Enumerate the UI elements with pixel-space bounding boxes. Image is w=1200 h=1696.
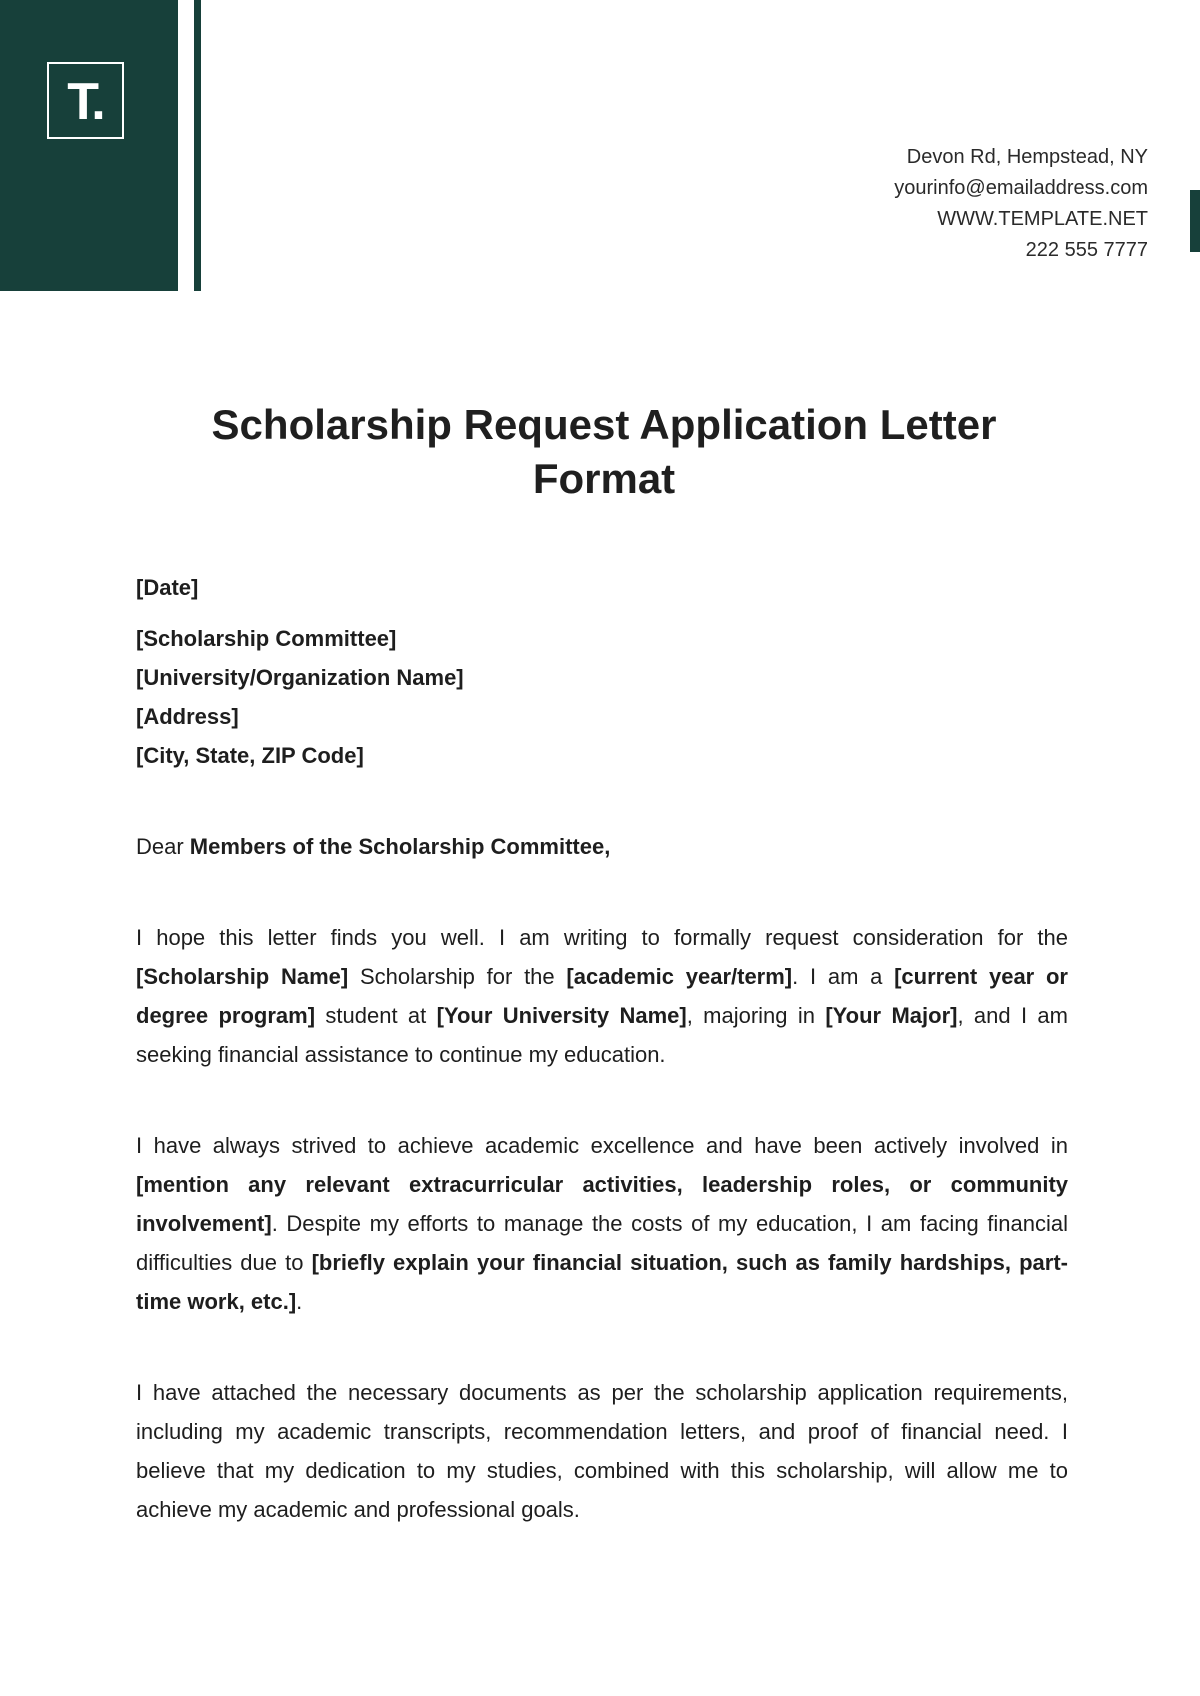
logo <box>47 62 124 139</box>
contact-info <box>894 142 1148 266</box>
salutation-name: Members of the Scholarship Committee, <box>189 834 611 859</box>
salutation-prefix: Dear <box>136 834 190 859</box>
placeholder-activities: [mention any relevant extracurricular activities, leadership roles, or community involvement] <box>136 1172 1068 1236</box>
header-color-block <box>0 0 178 291</box>
paragraph-intro <box>136 918 1068 1074</box>
placeholder-major: [Your Major] <box>825 1003 958 1028</box>
text-run: , majoring in <box>686 1003 826 1028</box>
letter-body <box>136 568 1068 1529</box>
text-run: . <box>296 1289 303 1314</box>
placeholder-scholarship-name: [Scholarship Name] <box>136 964 349 989</box>
placeholder-degree-program: [current year or degree program] <box>136 964 1068 1028</box>
document-title: Scholarship Request Application Letter Format <box>211 401 997 502</box>
logo-text: T. <box>67 72 104 131</box>
text-run: . Despite my efforts to manage the costs of my education, I am facing financial difficulties due to <box>136 1211 1068 1275</box>
letter-date: [Date] <box>136 575 199 600</box>
placeholder-academic-year: [academic year/term] <box>566 964 793 989</box>
placeholder-financial-situation: [briefly explain your financial situation, such as family hardships, part-time work, etc.] <box>136 1250 1068 1314</box>
right-edge-tab <box>1190 190 1200 252</box>
text-run: I have always strived to achieve academic excellence and have been actively involved in <box>136 1133 1068 1158</box>
recipient-line: [City, State, ZIP Code] <box>136 743 364 768</box>
contact-email: yourinfo@emailaddress.com <box>894 177 1148 199</box>
recipient-address <box>136 619 1068 775</box>
salutation <box>136 827 1068 866</box>
contact-address: Devon Rd, Hempstead, NY <box>906 146 1148 168</box>
text-run: I hope this letter finds you well. I am writing to formally request consideration for the <box>136 925 1068 950</box>
paragraph-documents: I have attached the necessary documents as per the scholarship application requirements, including my academic transcripts, recommendation letters, and proof of financial need. I believe that my dedication to my studies, combined with this scholarship, will allow me to achieve my academic and professional goals. <box>136 1380 1068 1522</box>
recipient-line: [Address] <box>136 704 239 729</box>
paragraph-background <box>136 1126 1068 1321</box>
contact-website: WWW.TEMPLATE.NET <box>937 208 1148 230</box>
text-run: . I am a <box>792 964 895 989</box>
header-stripe <box>194 0 201 291</box>
recipient-line: [University/Organization Name] <box>136 665 464 690</box>
text-run: student at <box>315 1003 437 1028</box>
recipient-line: [Scholarship Committee] <box>136 626 397 651</box>
text-run: , and I am seeking financial assistance to continue my education. <box>136 1003 1068 1067</box>
contact-phone: 222 555 7777 <box>1025 239 1148 261</box>
text-run: Scholarship for the <box>348 964 567 989</box>
placeholder-university-name: [Your University Name] <box>436 1003 687 1028</box>
